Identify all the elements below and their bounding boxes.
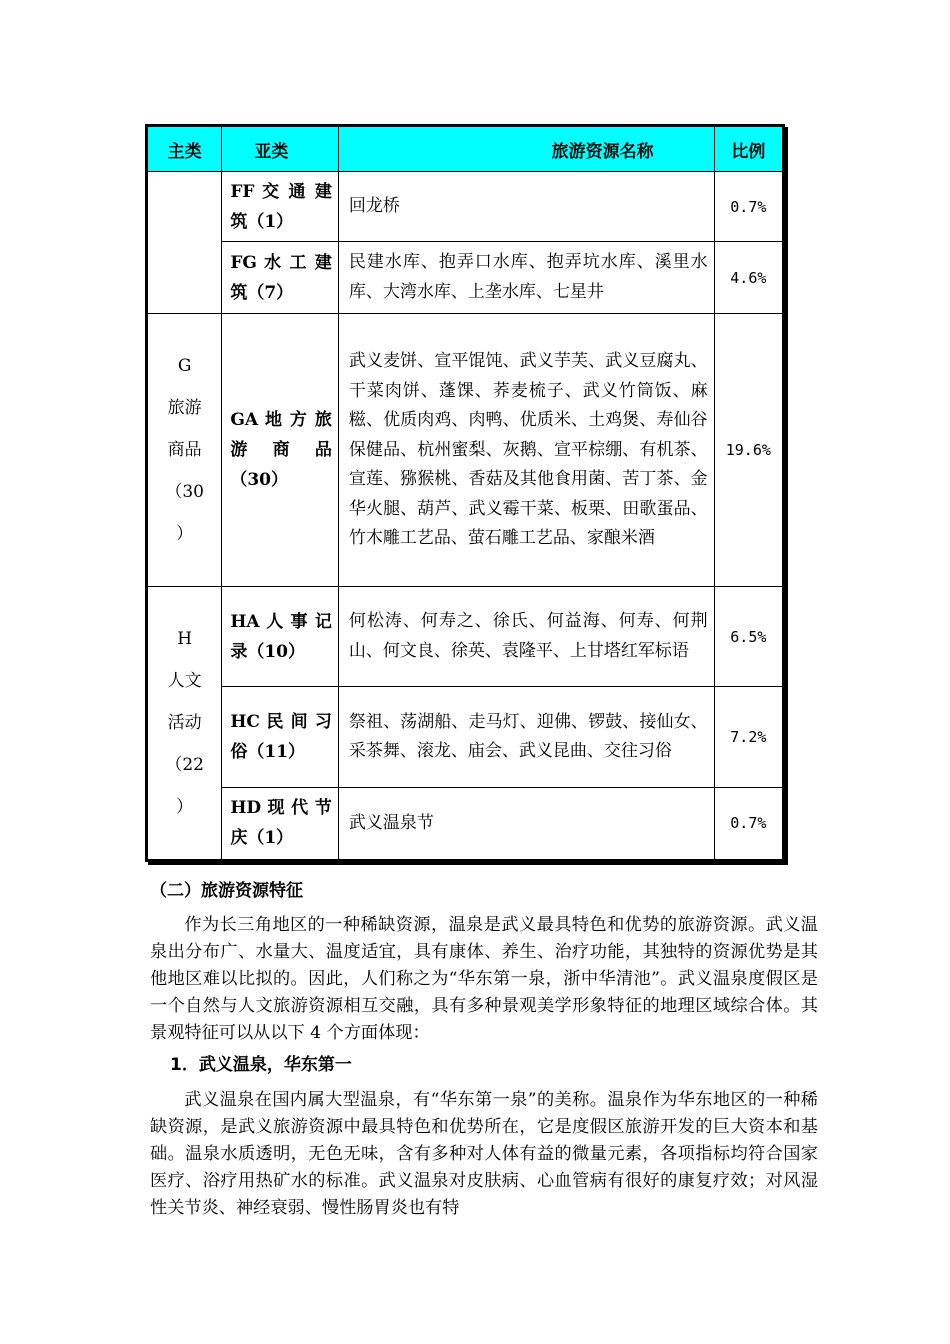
main-category-line: G [177, 356, 192, 377]
main-category-line: 商品 [167, 440, 202, 461]
table-row [148, 587, 783, 687]
resource-table-frame [145, 124, 785, 862]
paragraph-text: 作为长三角地区的一种稀缺资源，温泉是武义最具特色和优势的旅游资源。武义温泉出分布广、水量大、温度适宜，具有康体、养生、治疗功能，其独特的资源优势是其他地区难以比拟的。因此，人们称之为“华东第一泉，浙中华清池”。武义温泉度假区是一个自然与人文旅游资源相互交融，具有多种景观美学形象特征的地理区域综合体。其景观特征可以从以下 4 个方面体现： [150, 915, 818, 1043]
resource-names-cell: 民建水库、抱弄口水库、抱弄坑水库、溪里水库、大湾水库、上垄水库、七星井 [338, 242, 714, 314]
paragraph-hot-spring [150, 1087, 818, 1222]
main-category-line: 活动 [167, 713, 202, 734]
resource-names-cell: 武义温泉节 [338, 787, 714, 859]
section-title: （二）旅游资源特征 [150, 881, 303, 901]
table-header-row [148, 127, 783, 172]
subcategory-line: 俗（11） [230, 742, 306, 763]
main-category-line: H [177, 629, 193, 650]
subcategory-cell [222, 314, 339, 587]
header-ratio: 比例 [714, 127, 782, 172]
main-category-cell [148, 587, 222, 860]
table-row [148, 687, 783, 787]
ratio-cell: 0.7% [714, 172, 782, 242]
header-resource-name: 旅游资源名称 [338, 127, 714, 172]
paragraph-resource-features [150, 912, 818, 1047]
main-category-line: （22 [165, 755, 204, 776]
ratio-cell: 0.7% [714, 787, 782, 859]
main-category-line: 旅游 [167, 398, 202, 419]
table-row [148, 242, 783, 314]
subcategory-line: FG 水 工 建 [230, 252, 332, 273]
subcategory-cell [222, 687, 339, 787]
subsection-title: 1．武义温泉，华东第一 [170, 1055, 352, 1075]
subcategory-line: 筑（7） [230, 282, 294, 303]
main-category-cell [148, 314, 222, 587]
paragraph-text: 武义温泉在国内属大型温泉，有“华东第一泉”的美称。温泉作为华东地区的一种稀缺资源，是武义旅游资源中最具特色和优势所在，它是度假区旅游开发的巨大资本和基础。温泉水质透明，无色无味，含有多种对人体有益的微量元素，各项指标均符合国家医疗、浴疗用热矿水的标准。武义温泉对皮肤病、心血管病有很好的康复疗效；对风湿性关节炎、神经衰弱、慢性肠胃炎也有特 [150, 1090, 818, 1218]
subcategory-cell [222, 787, 339, 859]
subcategory-line: HD 现 代 节 [230, 798, 332, 819]
resource-names-cell: 何松涛、何寿之、徐氏、何益海、何寿、何荆山、何文良、徐英、袁隆平、上甘塔红军标语 [338, 587, 714, 687]
subcategory-line: 录（10） [230, 641, 306, 662]
subcategory-line: （30） [230, 470, 289, 491]
ratio-cell: 19.6% [714, 314, 782, 587]
subcategory-cell [222, 172, 339, 242]
header-subcategory: 亚类 [222, 127, 339, 172]
subcategory-line: GA 地 方 旅 [230, 410, 332, 431]
subcategory-line: 游 商 品 [230, 440, 332, 461]
resource-table [147, 126, 783, 860]
subcategory-line: 筑（1） [230, 211, 294, 232]
table-row [148, 787, 783, 859]
ratio-cell: 6.5% [714, 587, 782, 687]
main-category-line: 人文 [167, 671, 202, 692]
main-category-line: ） [176, 524, 194, 545]
subcategory-cell [222, 242, 339, 314]
resource-names-cell: 祭祖、荡湖船、走马灯、迎佛、锣鼓、接仙女、采茶舞、滚龙、庙会、武义昆曲、交往习俗 [338, 687, 714, 787]
ratio-cell: 7.2% [714, 687, 782, 787]
ratio-cell: 4.6% [714, 242, 782, 314]
subcategory-cell [222, 587, 339, 687]
header-main-category: 主类 [148, 127, 222, 172]
table-row [148, 314, 783, 587]
main-category-cell [148, 172, 222, 314]
main-category-line: （30 [165, 482, 204, 503]
subcategory-line: FF 交 通 建 [230, 181, 332, 202]
table-row [148, 172, 783, 242]
main-category-line: ） [176, 797, 194, 818]
resource-names-cell: 回龙桥 [338, 172, 714, 242]
subcategory-line: HA 人 事 记 [230, 611, 332, 632]
subcategory-line: 庆（1） [230, 828, 294, 849]
subcategory-line: HC 民 间 习 [230, 712, 332, 733]
resource-names-cell: 武义麦饼、宣平馄饨、武义芋芙、武义豆腐丸、干菜肉饼、蓬馃、荞麦梳子、武义竹筒饭、麻糍、优质肉鸡、肉鸭、优质米、土鸡煲、寿仙谷保健品、杭州蜜梨、灰鹅、宣平棕绷、有机茶、宣莲、猕猴桃、香菇及其他食用菌、苦丁茶、金华火腿、葫芦、武义霉干菜、板栗、田歌蛋品、竹木雕工艺品、萤石雕工艺品、家酿米酒 [338, 314, 714, 587]
